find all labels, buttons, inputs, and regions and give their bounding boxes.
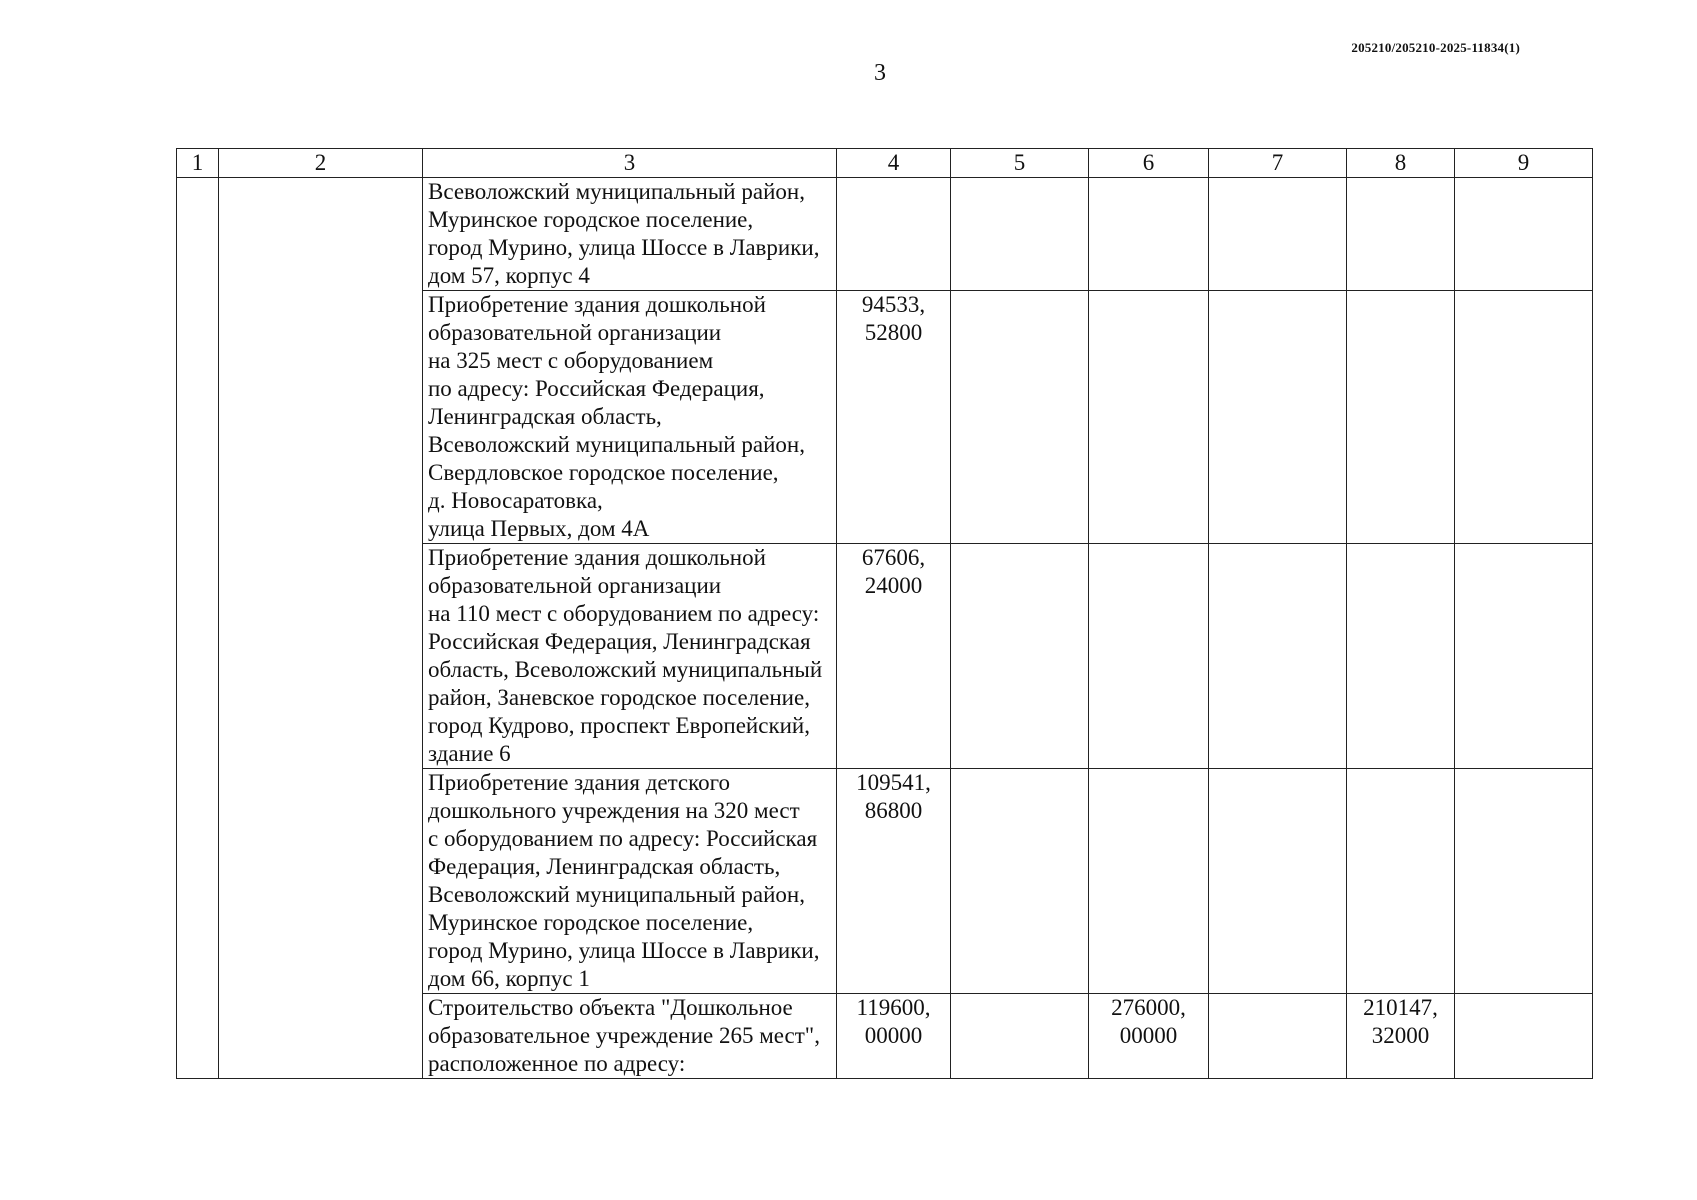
table-cell-col2: [219, 178, 423, 1079]
table-cell-description: Приобретение здания детского дошкольного учреждения на 320 мест с оборудованием по адресу: Российская Федерация, Ленинградская область, Всеволожский муниципальный район, Муринское городское поселение, город Мурино, улица Шоссе в Лаврики, дом 66, корпус 1: [423, 769, 837, 994]
table-cell-value: 119600, 00000: [837, 994, 951, 1079]
table-cell-value: [1089, 178, 1209, 291]
data-table: [176, 148, 1593, 1079]
table-cell-description: Строительство объекта "Дошкольное образовательное учреждение 265 мест", расположенное по адресу:: [423, 994, 837, 1079]
page-number: 3: [874, 60, 886, 86]
column-header: 5: [951, 149, 1089, 178]
table-cell-value: [951, 994, 1089, 1079]
table-cell-value: [1209, 178, 1347, 291]
table-cell-value: [1455, 291, 1593, 544]
column-header: 9: [1455, 149, 1593, 178]
table-cell-value: [1347, 544, 1455, 769]
table-cell-value: 276000, 00000: [1089, 994, 1209, 1079]
table-cell-value: [1089, 769, 1209, 994]
table-cell-value: 94533, 52800: [837, 291, 951, 544]
column-header: 4: [837, 149, 951, 178]
table-cell-value: [1209, 544, 1347, 769]
table-cell-value: [1347, 291, 1455, 544]
table-cell-value: [951, 769, 1089, 994]
table-cell-value: [951, 291, 1089, 544]
table-cell-value: [1455, 769, 1593, 994]
table-cell-value: 210147, 32000: [1347, 994, 1455, 1079]
column-header: 7: [1209, 149, 1347, 178]
table-cell-value: [1089, 544, 1209, 769]
table-cell-value: [837, 178, 951, 291]
column-header: 6: [1089, 149, 1209, 178]
column-header: 8: [1347, 149, 1455, 178]
table-cell-description: Всеволожский муниципальный район, Муринское городское поселение, город Мурино, улица Шоссе в Лаврики, дом 57, корпус 4: [423, 178, 837, 291]
column-header: 3: [423, 149, 837, 178]
table-cell-description: Приобретение здания дошкольной образовательной организации на 325 мест с оборудованием по адресу: Российская Федерация, Ленинградская область, Всеволожский муниципальный район, Свердловское городское поселение, д. Новосаратовка, улица Первых, дом 4А: [423, 291, 837, 544]
document-id: 205210/205210-2025-11834(1): [1351, 40, 1520, 55]
table-cell-value: [1209, 769, 1347, 994]
table-cell-value: [1089, 291, 1209, 544]
table-cell-value: [1455, 178, 1593, 291]
table-cell-value: [951, 178, 1089, 291]
table-cell-value: [1209, 291, 1347, 544]
table-cell-col1: [177, 178, 219, 1079]
table-cell-value: 109541, 86800: [837, 769, 951, 994]
table-cell-value: [1347, 769, 1455, 994]
table-cell-value: [1455, 544, 1593, 769]
column-header: 1: [177, 149, 219, 178]
table-cell-value: [1347, 178, 1455, 291]
column-header: 2: [219, 149, 423, 178]
table-cell-value: [1455, 994, 1593, 1079]
table-cell-description: Приобретение здания дошкольной образовательной организации на 110 мест с оборудованием по адресу: Российская Федерация, Ленинградская область, Всеволожский муниципальный район, Заневское городское поселение, город Кудрово, проспект Европейский, здание 6: [423, 544, 837, 769]
table-header-row: [177, 149, 1593, 178]
table-cell-value: [951, 544, 1089, 769]
table-cell-value: 67606, 24000: [837, 544, 951, 769]
table-cell-value: [1209, 994, 1347, 1079]
table-row: [177, 178, 1593, 291]
